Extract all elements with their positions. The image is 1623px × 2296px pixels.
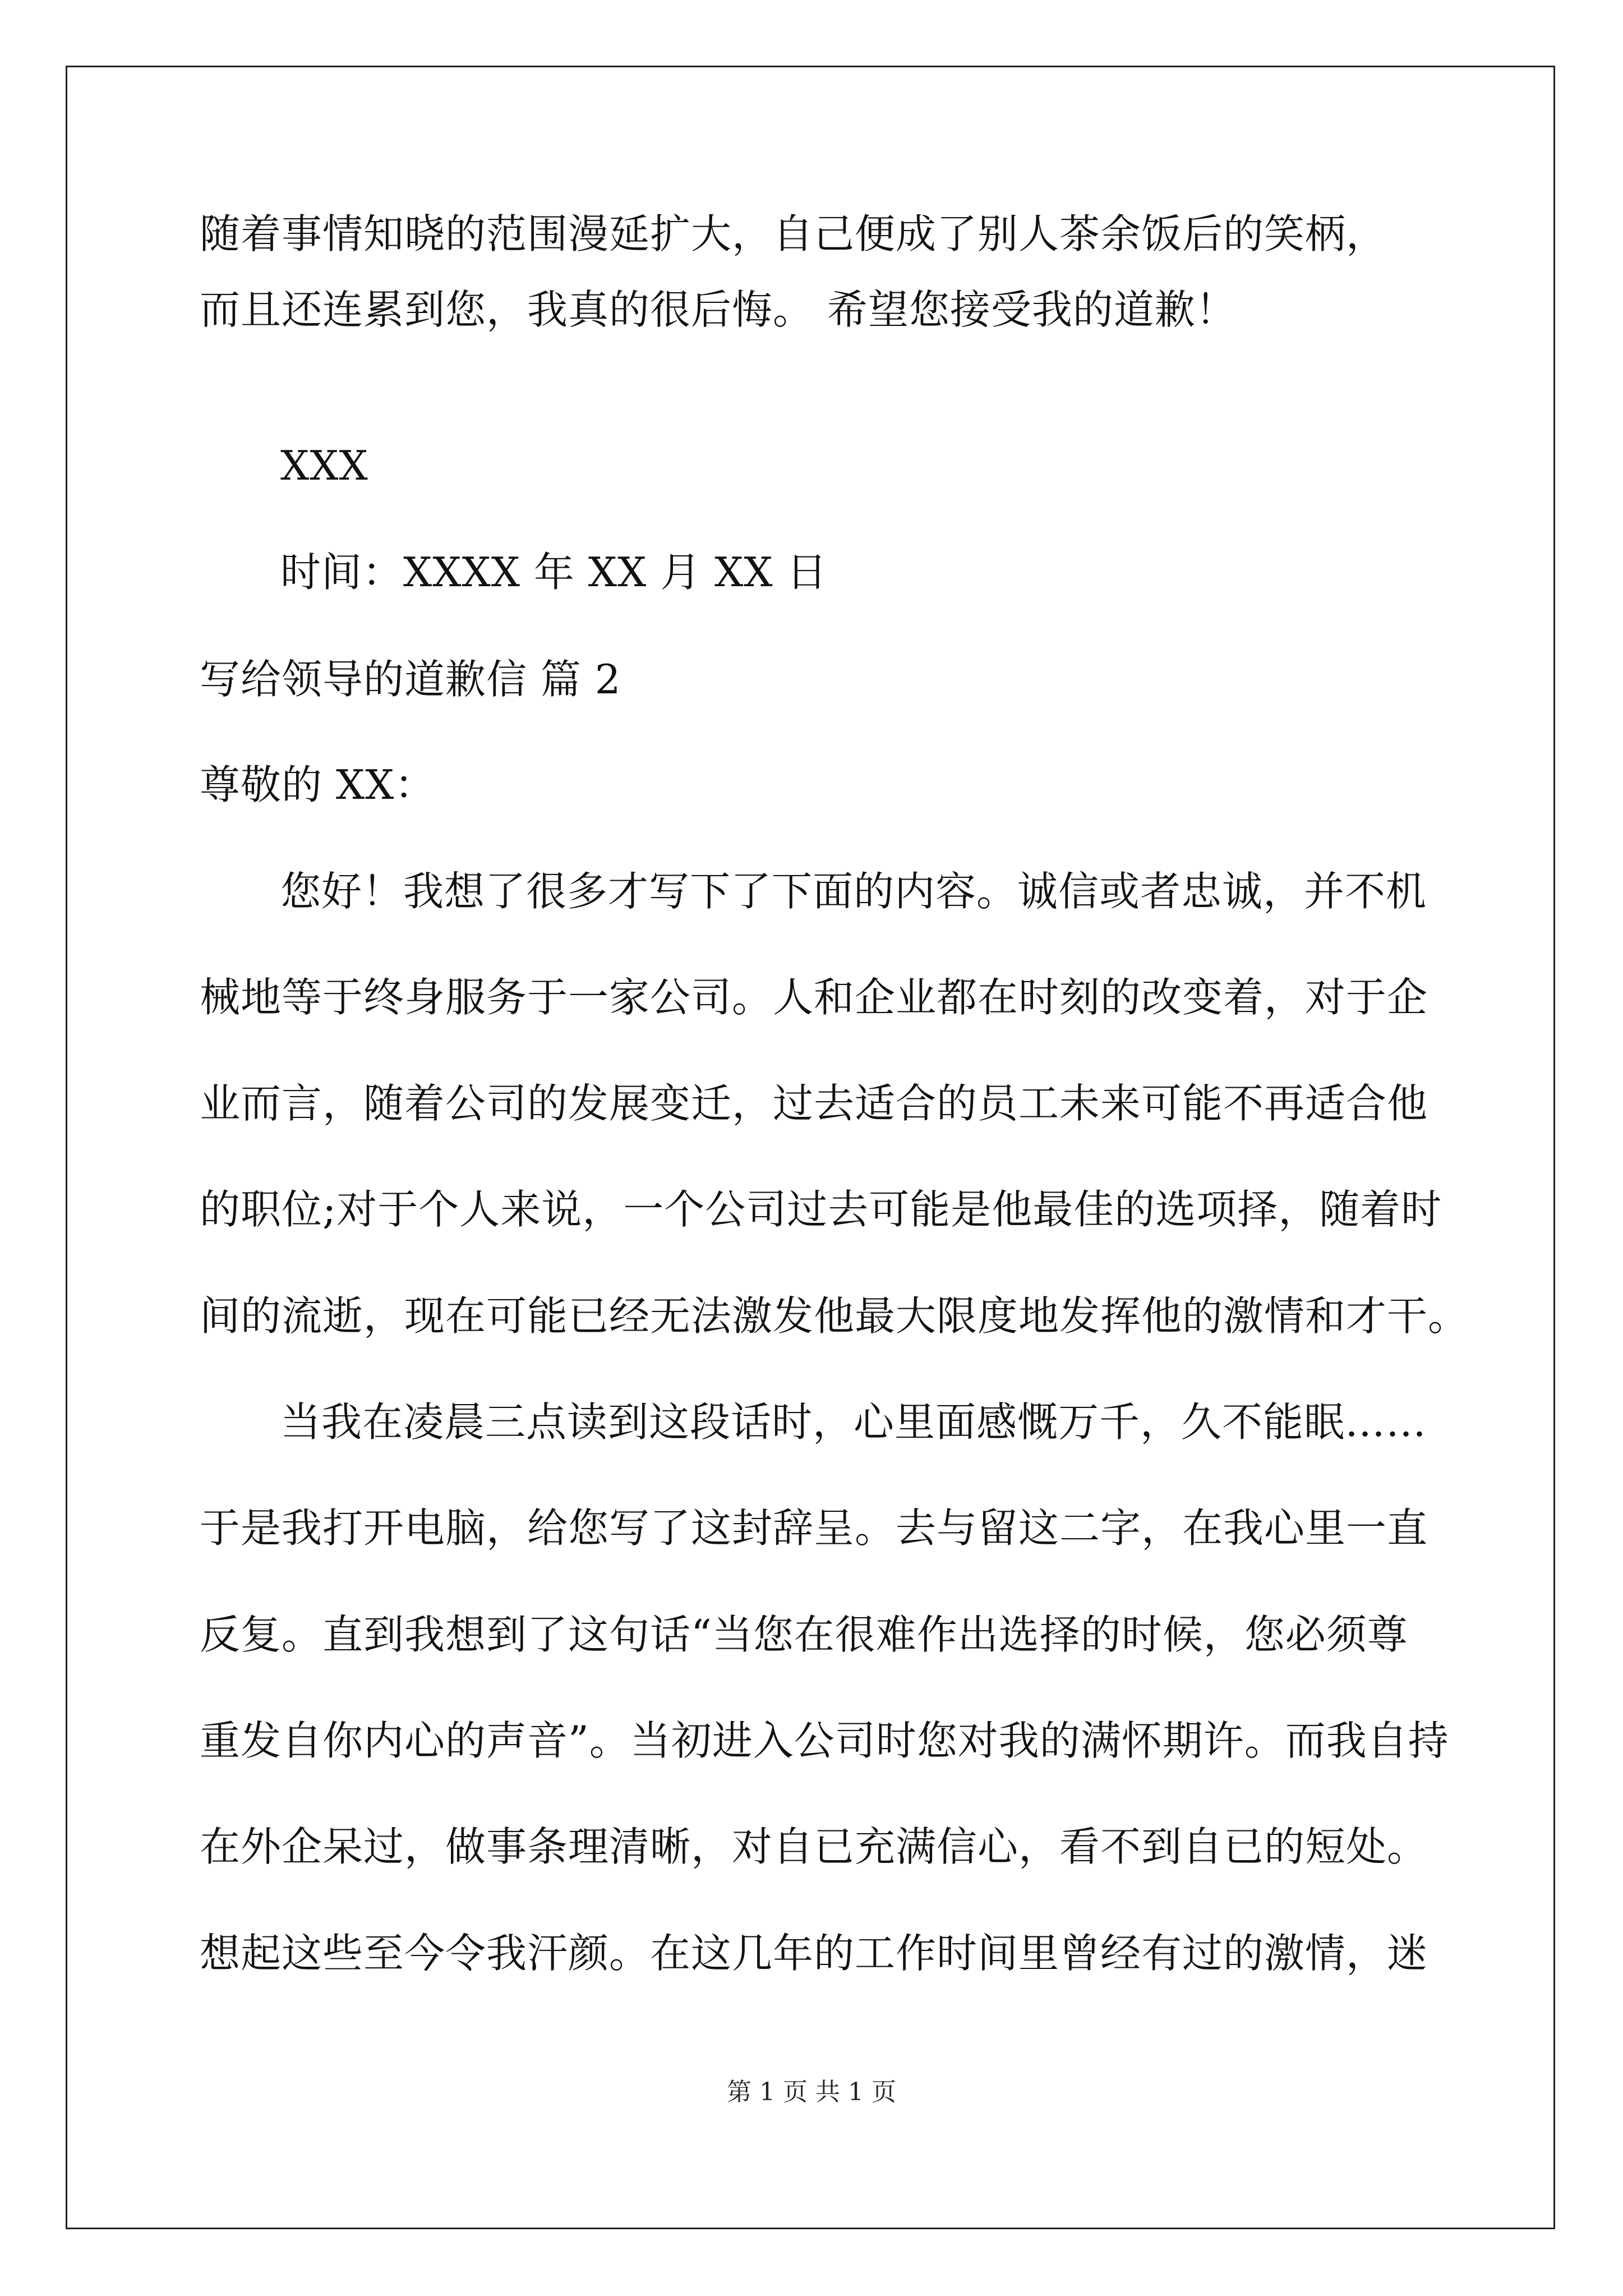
paragraph-line: 业而言，随着公司的发展变迁，过去适合的员工未来可能不再适合他 [200, 1080, 1428, 1127]
page-number: 第 1 页 共 1 页 [727, 2078, 896, 2106]
paragraph-line: 当我在凌晨三点读到这段话时，心里面感慨万千，久不能眠…… [280, 1398, 1427, 1446]
signature-name: XXX [280, 442, 368, 489]
paragraph-line: 反复。直到我想到了这句话“当您在很难作出选择的时候，您必须尊 [200, 1611, 1408, 1658]
paragraph-line: 重发自你内心的声音”。当初进入公司时您对我的满怀期许。而我自持 [200, 1717, 1449, 1764]
paragraph-line: 械地等于终身服务于一家公司。人和企业都在时刻的改变着，对于企 [200, 974, 1428, 1021]
paragraph-line: 随着事情知晓的范围漫延扩大，自己便成了别人茶余饭后的笑柄， [200, 210, 1387, 257]
paragraph-line: 而且还连累到您，我真的很后悔。 希望您接受我的道歉！ [200, 286, 1237, 333]
paragraph-line: 的职位;对于个人来说，一个公司过去可能是他最佳的选项择，随着时 [200, 1186, 1442, 1233]
paragraph-line: 于是我打开电脑，给您写了这封辞呈。去与留这二字，在我心里一直 [200, 1504, 1428, 1552]
paragraph-line: 您好！我想了很多才写下了下面的内容。诚信或者忠诚，并不机 [280, 868, 1427, 915]
paragraph-line: 在外企呆过，做事条理清晰，对自已充满信心，看不到自已的短处。 [200, 1823, 1428, 1870]
signature-date: 时间：XXXX 年 XX 月 XX 日 [280, 549, 828, 596]
paragraph-line: 间的流逝，现在可能已经无法激发他最大限度地发挥他的激情和才干。 [200, 1292, 1469, 1340]
salutation: 尊敬的 XX： [200, 761, 436, 808]
section-heading: 写给领导的道歉信 篇 2 [200, 656, 621, 703]
page-border [66, 66, 1555, 2229]
paragraph-line: 想起这些至今令我汗颜。在这几年的工作时间里曾经有过的激情，迷 [200, 1930, 1428, 1977]
